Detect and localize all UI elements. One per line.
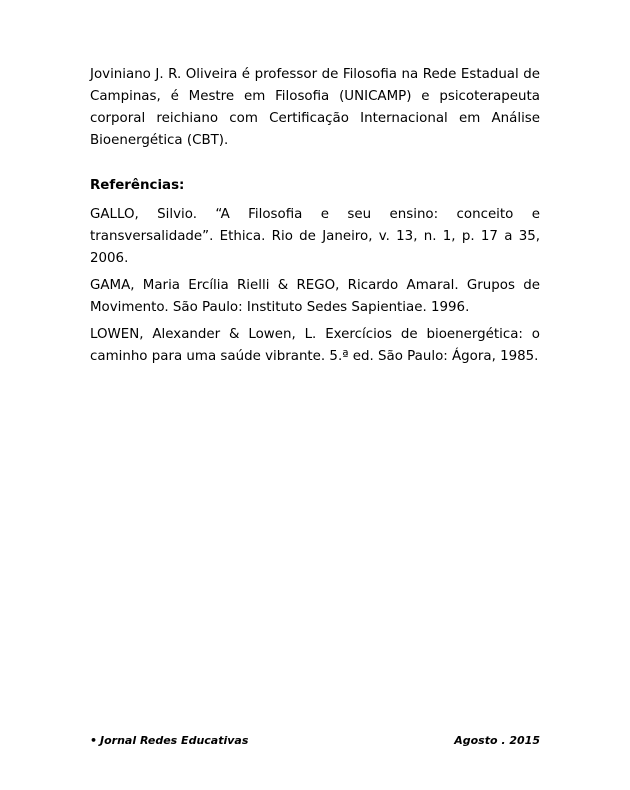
author-bio: Joviniano J. R. Oliveira é professor de Filosofia na Rede Estadual de Campinas, é Mestre em Filosofia (UNICAMP) e psicoterapeuta corporal reichiano com Certificação Internacional em Análise Bioenergética (CBT). bbox=[90, 67, 540, 148]
reference-item-gama: GAMA, Maria Ercília Rielli & REGO, Ricardo Amaral. Grupos de Movimento. São Paulo: Instituto Sedes Sapientiae. 1996. bbox=[90, 278, 540, 315]
footer-publication bbox=[90, 733, 248, 749]
reference-item-lowen: LOWEN, Alexander & Lowen, L. Exercícios de bioenergética: o caminho para uma saúde vibrante. 5.ª ed. São Paulo: Ágora, 1985. bbox=[90, 327, 540, 364]
bullet-icon: • bbox=[90, 734, 98, 747]
page-content bbox=[90, 64, 540, 373]
reference-item-gallo: GALLO, Silvio. “A Filosofia e seu ensino: conceito e transversalidade”. Ethica. Rio de Janeiro, v. 13, n. 1, p. 17 a 35, 2006. bbox=[90, 207, 540, 266]
references-heading: Referências: bbox=[90, 178, 185, 193]
footer-date: Agosto . 2015 bbox=[454, 734, 540, 747]
publication-name: Jornal Redes Educativas bbox=[100, 734, 249, 747]
